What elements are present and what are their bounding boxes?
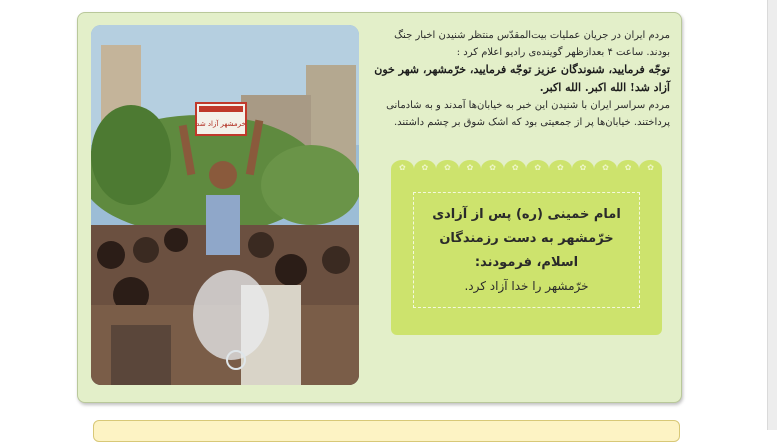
window-edge <box>767 0 777 430</box>
quote-dashed-frame <box>413 192 640 308</box>
quote-heading: امام خمینی (ره) پس از آزادی خرّمشهر به دست رزمندگان اسلام، فرمودند: <box>432 207 621 270</box>
placard-text: خرمشهر آزاد شد <box>196 120 246 128</box>
radio-announcement: توجّه فرمایید، شنوندگان عزیز توجّه فرمایید، خرّمشهر، شهر خون آزاد شد! الله اکبر. الله اکبر. <box>374 63 670 94</box>
celebration-photo <box>91 25 359 385</box>
crowd-illustration <box>91 25 359 385</box>
scallop-border: ✿ ✿ ✿ ✿ ✿ ✿ ✿ ✿ ✿ ✿ ✿ ✿ <box>391 160 662 178</box>
quote-text: خرّمشهر را خدا آزاد کرد. <box>464 279 589 293</box>
lesson-card <box>77 12 682 403</box>
paragraph-radio-news: مردم ایران در جریان عملیات بیت‌المقدّس منتظر شنیدن اخبار جنگ بودند. ساعت ۴ بعدازظهر گوینده‌ی رادیو اعلام کرد : <box>394 30 670 58</box>
lesson-text <box>370 27 670 131</box>
next-section-box <box>93 420 680 442</box>
paragraph-celebration: مردم سراسر ایران با شنیدن این خبر به خیابان‌ها آمدند و به شادمانی پرداختند. خیابان‌ها پر از جمعیتی بود که اشک شوق بر چشم داشتند. <box>386 100 670 128</box>
imam-quote-box <box>391 163 662 335</box>
